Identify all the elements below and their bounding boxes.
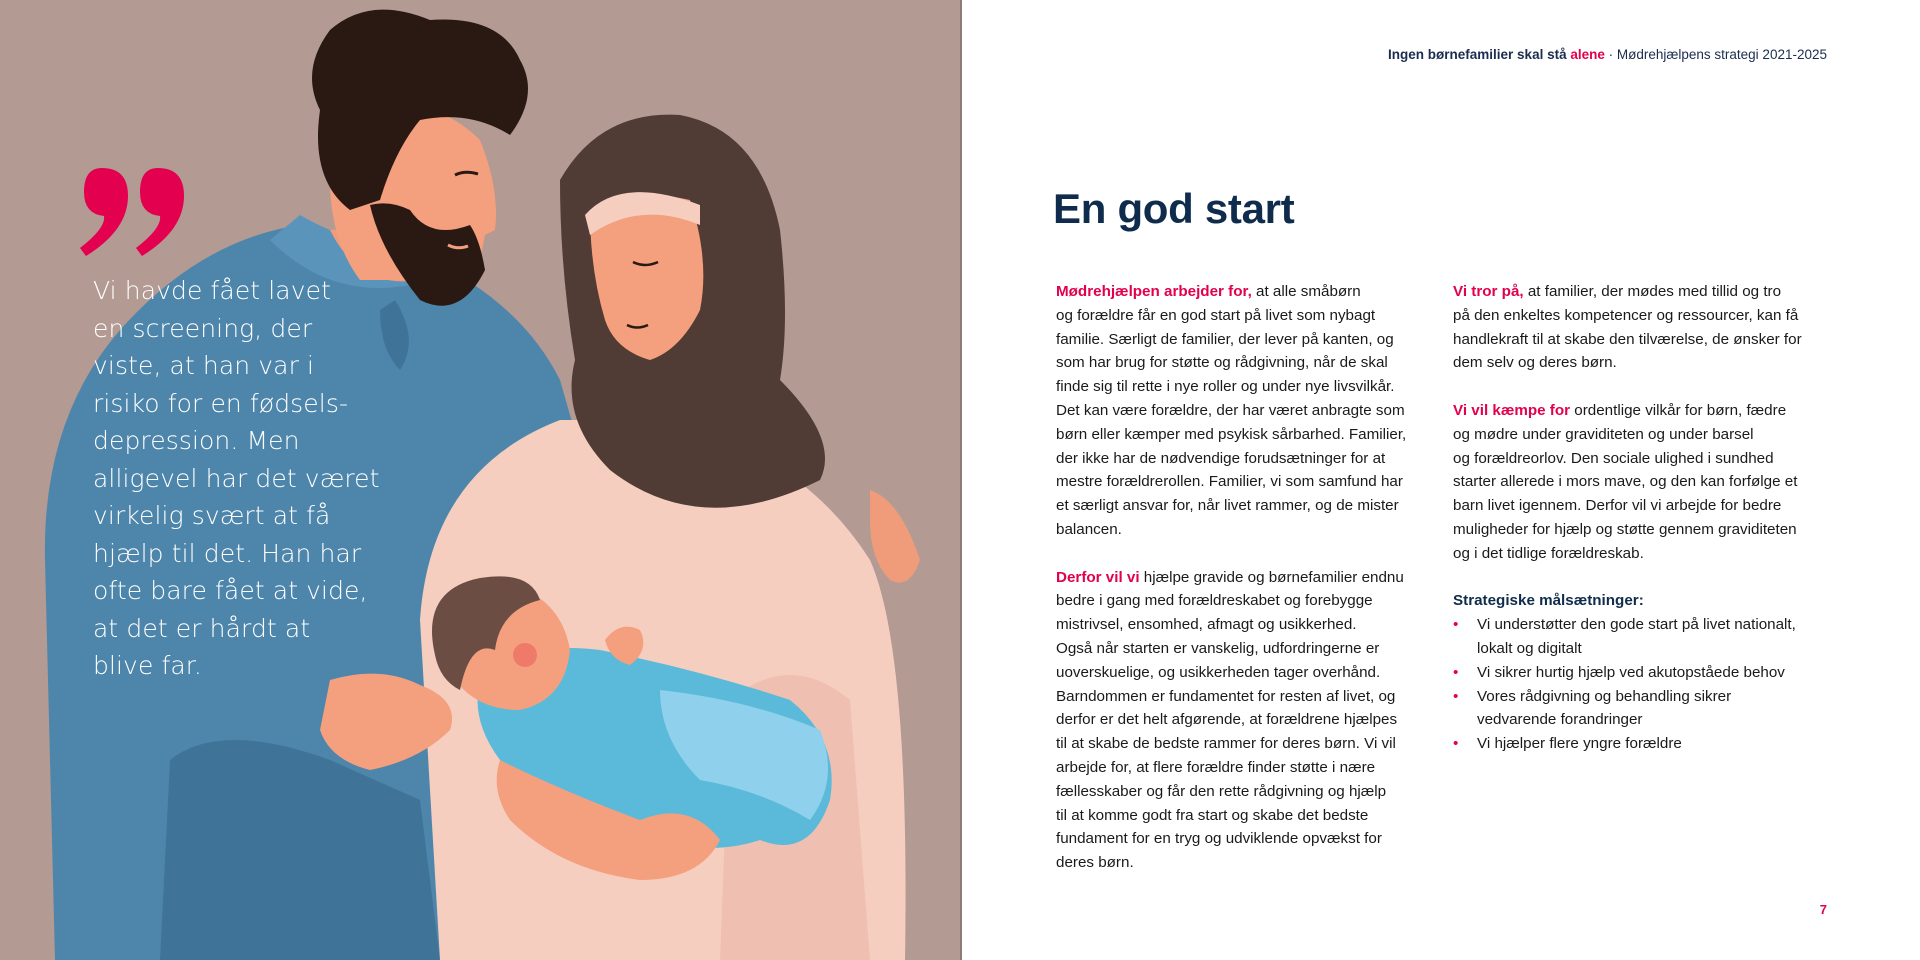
list-item — [1453, 685, 1833, 733]
goals-list — [1453, 613, 1833, 756]
text-line: lokalt og digitalt — [1477, 639, 1582, 657]
lead-phrase: Derfor vil vi — [1056, 568, 1140, 586]
text-line: barn livet igennem. Derfor vil vi arbejde for bedre — [1453, 497, 1782, 515]
lead-phrase: Vi vil kæmpe for — [1453, 401, 1571, 419]
quote-line: alligevel har det været — [93, 463, 380, 493]
left-text-column — [1056, 280, 1436, 899]
goals-heading: Strategiske målsætninger: — [1453, 592, 1644, 610]
text-line: og mødre under graviditeten og under barsel — [1453, 425, 1754, 443]
quote-line: ofte bare fået at vide, — [93, 576, 368, 605]
text-line: til at komme godt fra start og skabe det bedste — [1056, 806, 1369, 824]
text-line: fundament for en tryg og udviklende opvækst for — [1056, 830, 1382, 848]
text-line — [1056, 280, 1436, 304]
text-line: deres børn. — [1056, 854, 1134, 872]
text-line: fællesskaber og får den rette rådgivning og hjælp — [1056, 782, 1387, 800]
text-line — [1453, 399, 1833, 423]
quote-line: en screening, der — [93, 313, 313, 343]
text-fragment: at alle småbørn — [1251, 283, 1361, 300]
header-subtitle: Mødrehjælpens strategi 2021-2025 — [1616, 47, 1827, 62]
paragraph-therefore — [1056, 566, 1436, 875]
quote-line: depression. Men — [93, 426, 300, 455]
text-line: Barndommen er fundamentet for resten af livet, og — [1056, 687, 1396, 705]
text-line: et særligt ansvar for, når livet rammer, og de mister — [1056, 497, 1399, 515]
quote-mark-icon — [80, 168, 190, 268]
quote-line: hjælp til det. Han har — [93, 538, 362, 568]
text-line: vedvarende forandringer — [1477, 711, 1643, 729]
text-line: • Vi hjælper flere yngre forældre — [1477, 735, 1682, 753]
quote-line: blive far. — [93, 651, 202, 680]
text-line: starter allerede i mors mave, og den kan forfølge et — [1453, 473, 1798, 491]
text-line — [1453, 280, 1833, 304]
text-line: dem selv og deres børn. — [1453, 354, 1617, 372]
quote-line: Vi havde fået lavet — [93, 276, 331, 305]
list-item — [1453, 732, 1833, 756]
quote-line: viste, at han var i — [93, 351, 315, 380]
lead-phrase: Mødrehjælpen arbejder for, — [1056, 283, 1252, 300]
lead-phrase: Vi tror på, — [1453, 283, 1524, 300]
paragraph-belief — [1453, 280, 1833, 375]
woman-hand — [870, 490, 920, 583]
quote-line: at det er hårdt at — [93, 613, 311, 643]
text-line: finde sig til rette i nye roller og under nye livsvilkår. — [1056, 378, 1395, 396]
text-line: mestre forældrerollen. Familier, vi som samfund har — [1056, 473, 1403, 491]
list-item — [1453, 661, 1833, 685]
text-fragment: ordentlige vilkår for børn, fædre — [1570, 401, 1787, 419]
page-number: 7 — [1819, 902, 1827, 917]
paragraph-mission — [1056, 280, 1436, 542]
text-line: handlekraft til at skabe den tilværelse, de ønsker for — [1453, 330, 1802, 348]
text-line: • Vores rådgivning og behandling sikrer — [1477, 687, 1732, 705]
text-line: som har brug for støtte og rådgivning, når de skal — [1056, 354, 1388, 372]
baby-cheek — [513, 643, 537, 667]
text-line — [1056, 566, 1436, 590]
text-line: familie. Særligt de familier, der lever på kanten, og — [1056, 330, 1394, 348]
text-line: balancen. — [1056, 520, 1122, 538]
page-title: En god start — [1053, 185, 1295, 232]
header-title: Ingen børnefamilier skal stå — [1388, 47, 1571, 62]
text-line: og i det tidlige forældreskab. — [1453, 544, 1644, 562]
strategic-goals — [1453, 589, 1833, 756]
text-line: og forældre får en god start på livet som nybagt — [1056, 306, 1376, 324]
text-line: der ikke har de nødvendige forudsætninger for at — [1056, 449, 1386, 467]
quote-line: virkelig svært at få — [93, 501, 331, 530]
text-line: mistrivsel, ensomhed, afmagt og usikkerhed. — [1056, 616, 1357, 634]
list-item — [1453, 613, 1833, 661]
text-line: Også når starten er vanskelig, udfordringerne er — [1056, 639, 1380, 657]
text-line: • Vi sikrer hurtig hjælp ved akutopståede behov — [1477, 663, 1785, 681]
text-line: • Vi understøtter den gode start på livet nationalt, — [1477, 616, 1796, 634]
header-separator: · — [1604, 47, 1617, 62]
text-line: og forældreorlov. Den sociale ulighed i sundhed — [1453, 449, 1774, 467]
text-line: på den enkeltes kompetencer og ressourcer, kan få — [1453, 306, 1799, 324]
testimonial-quote — [93, 272, 383, 685]
text-line: Det kan være forældre, der har været anbragte som — [1056, 401, 1405, 419]
text-line: muligheder for hjælp og støtte gennem graviditeten — [1453, 520, 1797, 538]
text-line: derfor er det helt afgørende, at forældrene hjælpes — [1056, 711, 1398, 729]
header-accent: alene — [1570, 47, 1605, 62]
text-line: til at skabe de bedste rammer for deres børn. Vi vil — [1056, 735, 1396, 753]
running-header — [1388, 47, 1827, 62]
quote-line: risiko for en fødsels- — [93, 388, 349, 418]
right-page — [962, 0, 1920, 960]
text-line: uoverskuelige, og usikkerheden tager overhånd. — [1056, 663, 1381, 681]
right-text-column — [1453, 280, 1833, 756]
text-line: arbejde for, at flere forældre finder støtte i nære — [1056, 758, 1376, 776]
text-fragment: hjælpe gravide og børnefamilier endnu — [1139, 568, 1404, 586]
paragraph-fight — [1453, 399, 1833, 566]
text-line: børn eller kæmper med psykisk sårbarhed. Familier, — [1056, 425, 1407, 443]
text-fragment: at familier, der mødes med tillid og tro — [1523, 283, 1782, 300]
text-line: bedre i gang med forældreskabet og forebygge — [1056, 592, 1373, 610]
